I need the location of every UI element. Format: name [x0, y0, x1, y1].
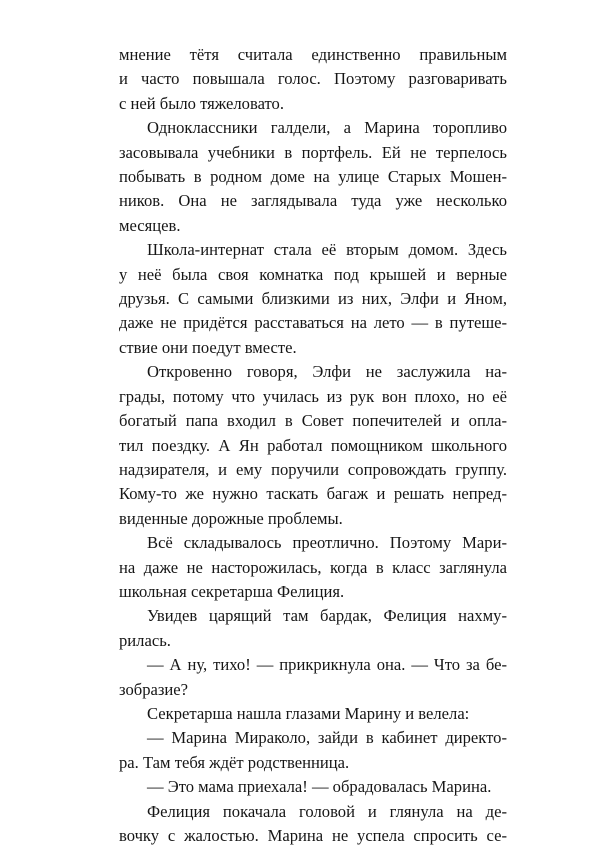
text-line: засовывала учебники в портфель. Ей не терпелось	[119, 142, 507, 162]
text-line: у неё была своя комнатка под крышей и верные	[119, 264, 507, 284]
paragraph-6	[119, 604, 507, 653]
text-line: богатый папа входил в Совет попечителей и опла-	[119, 411, 507, 431]
text-line: побывать в родном доме на улице Старых Мошен-	[119, 167, 507, 187]
paragraph-7	[119, 653, 507, 702]
text-line: друзья. С самыми близкими из них, Элфи и Яном,	[119, 289, 507, 309]
text-line: надзирателя, и ему поручили сопровождать группу.	[119, 459, 507, 479]
text-line: Увидев царящий там бардак, Фелиция нахму-	[147, 606, 507, 626]
text-line: Всё складывалось преотлично. Поэтому Мари-	[147, 533, 507, 553]
book-page	[119, 43, 507, 848]
paragraph-3	[119, 238, 507, 360]
text-line: ствие они поедут вместе.	[119, 337, 297, 357]
paragraph-8	[119, 702, 507, 726]
text-line: тил поездку. А Ян работал помощником школьного	[119, 435, 507, 455]
text-line: Откровенно говоря, Элфи не заслужила на-	[147, 362, 507, 382]
text-line: грады, потому что училась из рук вон плохо, но её	[119, 386, 507, 406]
text-line: с ней было тяжеловато.	[119, 93, 284, 113]
text-line: — А ну, тихо! — прикрикнула она. — Что за бе-	[147, 655, 507, 675]
text-line: вочку с жалостью. Марина не успела спросить се-	[119, 826, 507, 845]
text-line: рилась.	[119, 630, 171, 650]
text-line: даже не придётся расставаться на лето — в путеше-	[119, 313, 507, 333]
text-line: мнение тётя считала единственно правильным	[119, 45, 507, 64]
paragraph-1	[119, 43, 507, 116]
paragraph-9	[119, 726, 507, 775]
text-line: — Это мама приехала! — обрадовалась Марина.	[147, 777, 492, 797]
text-line: школьная секретарша Фелиция.	[119, 581, 345, 601]
text-line: зобразие?	[119, 679, 189, 699]
text-line: Школа-интернат стала её вторым домом. Здесь	[147, 240, 507, 260]
text-line: и часто повышала голос. Поэтому разговаривать	[119, 69, 507, 89]
text-line: — Марина Мираколо, зайди в кабинет директо-	[147, 728, 507, 748]
text-line: Кому-то же нужно таскать багаж и решать непред-	[119, 484, 507, 504]
text-line: Фелиция покачала головой и глянула на де-	[147, 801, 507, 821]
text-line: Секретарша нашла глазами Марину и велела:	[147, 703, 470, 723]
paragraph-10	[119, 775, 507, 799]
paragraph-11	[119, 800, 507, 848]
text-line: виденные дорожные проблемы.	[119, 508, 343, 528]
text-line: ников. Она не заглядывала туда уже несколько	[119, 191, 507, 211]
text-line: ра. Там тебя ждёт родственница.	[119, 752, 350, 772]
text-line: Одноклассники галдели, а Марина торопливо	[147, 118, 507, 138]
text-line: на даже не насторожилась, когда в класс заглянула	[119, 557, 507, 577]
text-line: месяцев.	[119, 215, 181, 235]
paragraph-5	[119, 531, 507, 604]
paragraph-4	[119, 360, 507, 531]
paragraph-2	[119, 116, 507, 238]
